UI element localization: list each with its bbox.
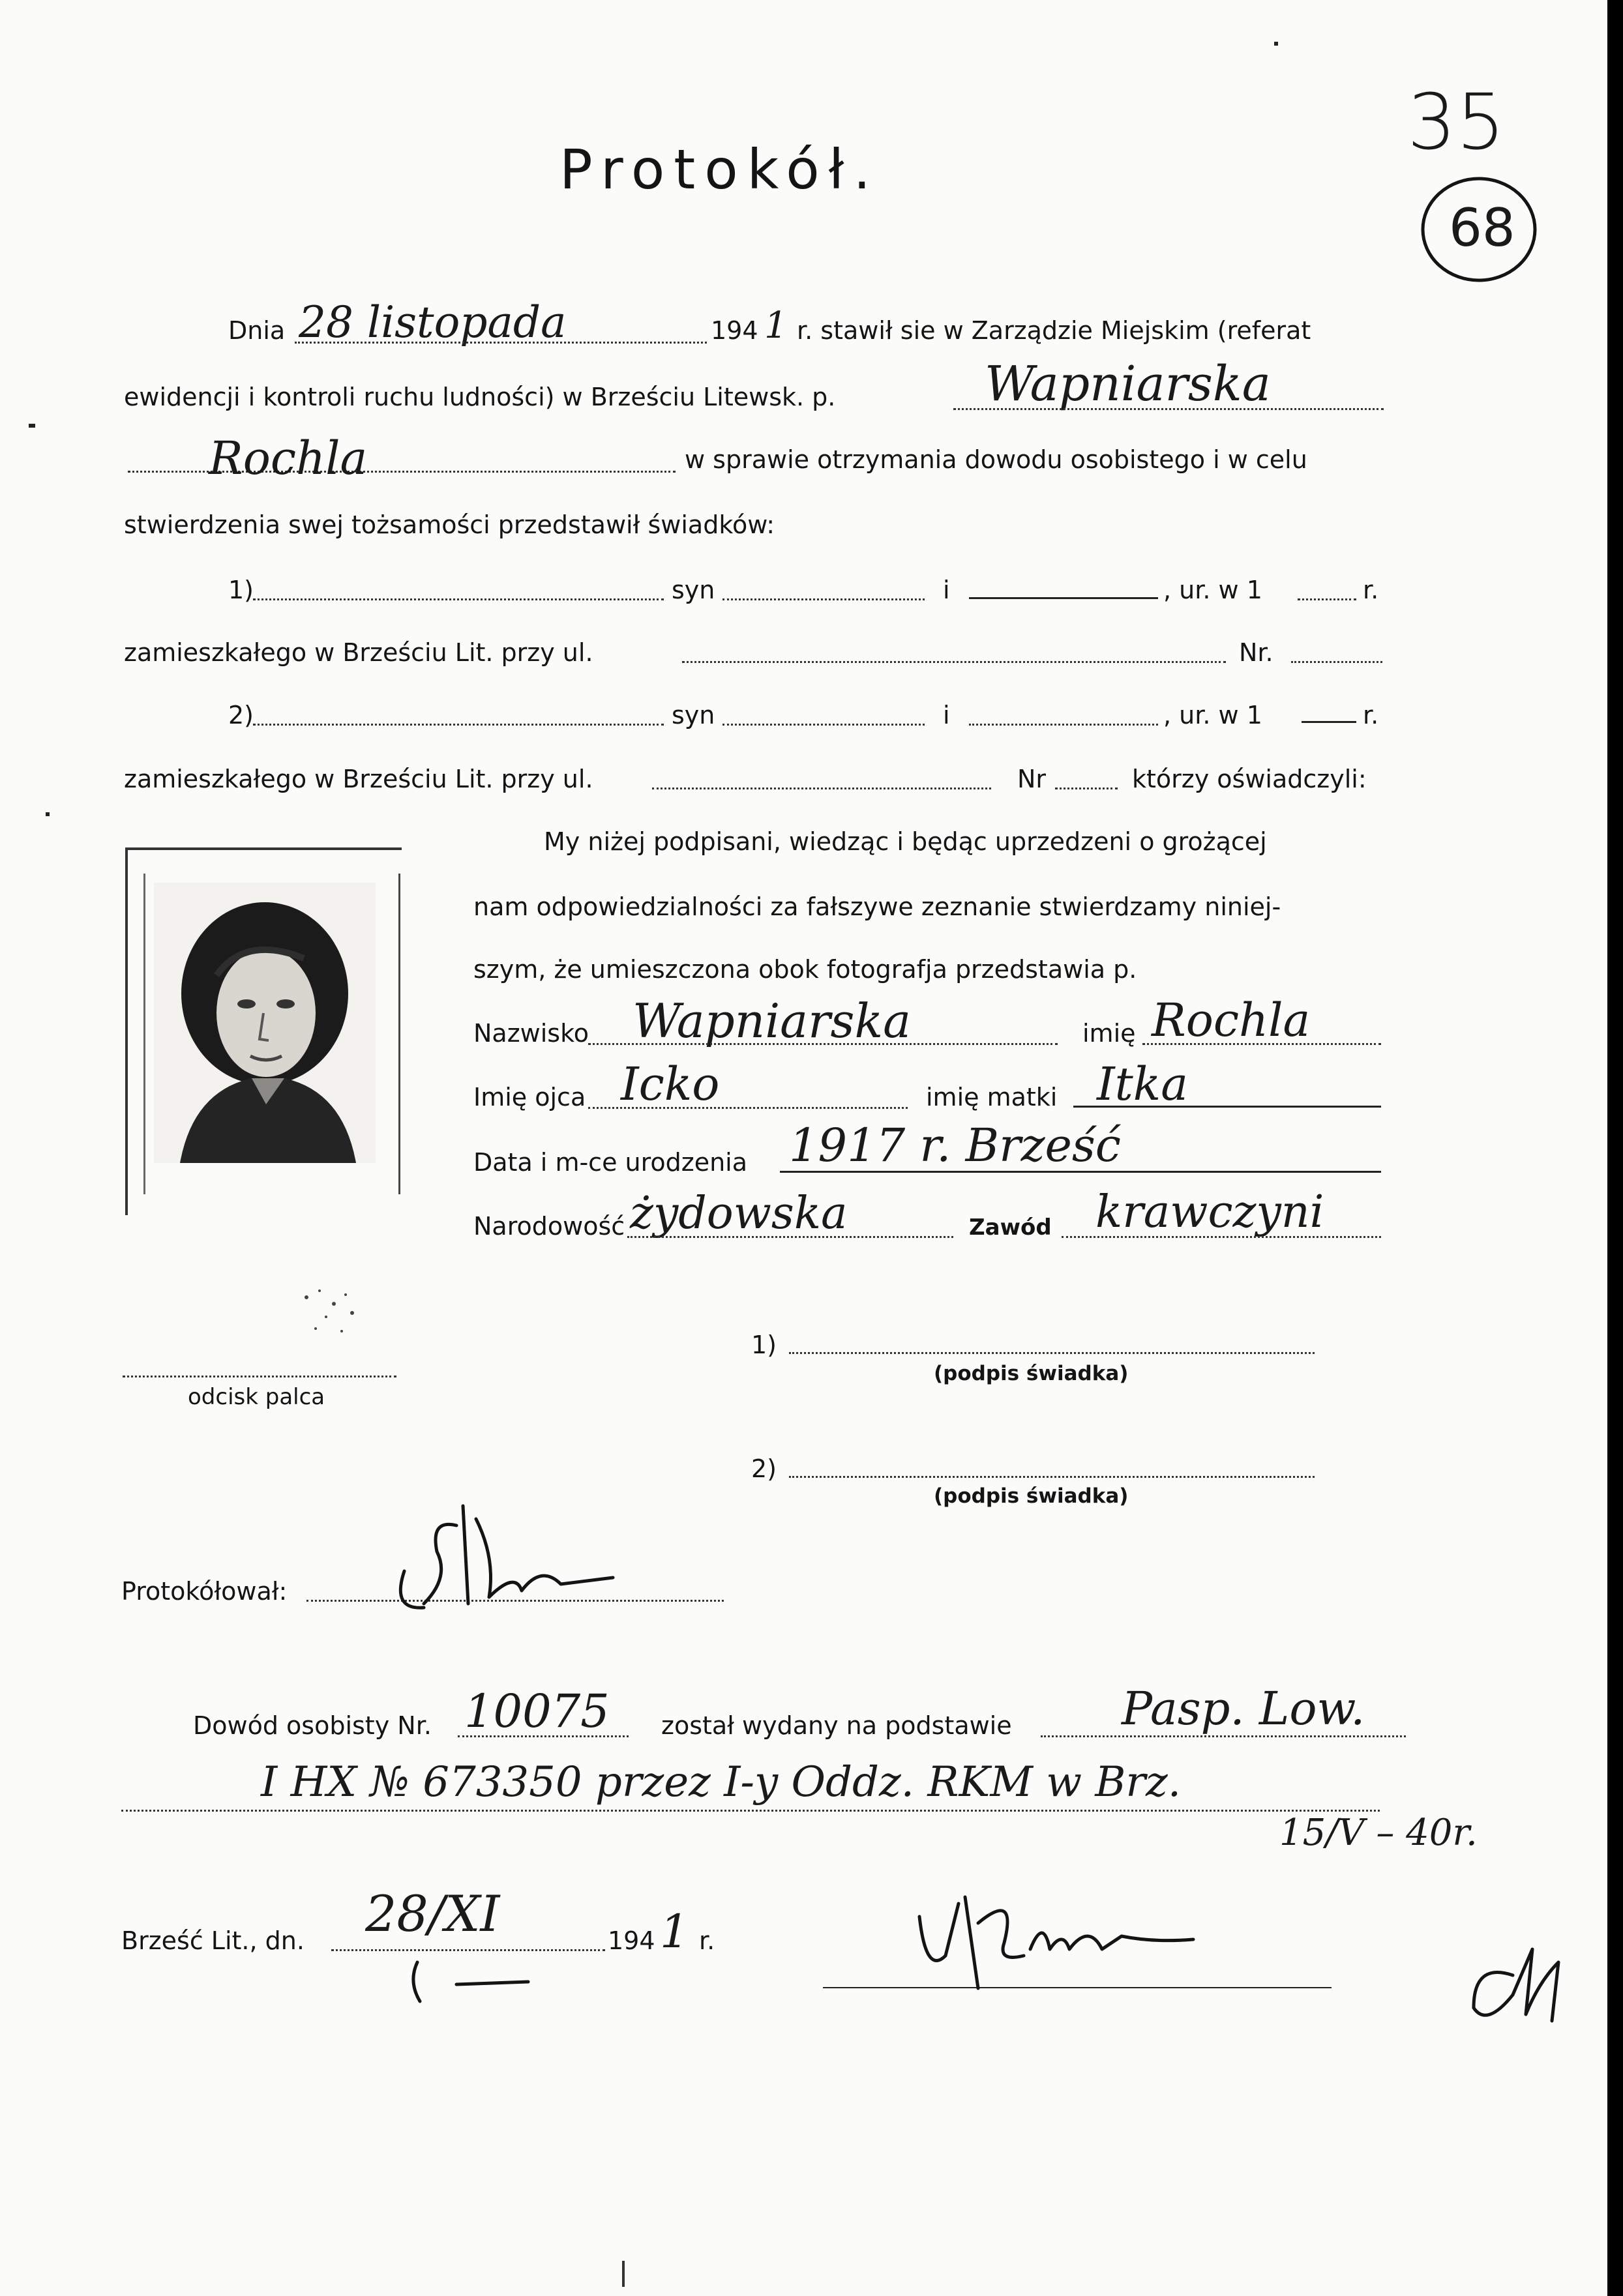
year-digit: 1	[764, 304, 788, 347]
intro-line2: ewidencji i kontroli ruchu ludności) w Brześciu Litewsk. p.	[124, 383, 836, 411]
narodowosc-line	[627, 1236, 953, 1238]
witness-2-nr-line	[1055, 787, 1118, 789]
closing-date-line	[331, 1949, 605, 1951]
witness-1-nr: Nr.	[1239, 638, 1273, 667]
witness-1-syn: syn	[672, 576, 715, 604]
dowod-basis-2: I HX № 673350 przez I-y Oddz. RKM w Brz.	[261, 1758, 1182, 1806]
dowod-basis-3: 15/V – 40r.	[1279, 1812, 1478, 1854]
witness-2-tail: którzy oświadczyli:	[1132, 765, 1367, 793]
date-line	[295, 342, 707, 344]
date-value: 28 listopada	[299, 297, 567, 347]
zawod-value: krawczyni	[1095, 1186, 1324, 1238]
witness-1-i: i	[943, 576, 950, 604]
dowod-number-line	[458, 1735, 629, 1737]
folio-circled-number: 68	[1449, 198, 1515, 258]
zawod-line	[1062, 1236, 1381, 1238]
urodzenie-value: 1917 r. Brześć	[789, 1119, 1122, 1172]
narodowosc-value: żydowska	[630, 1188, 848, 1239]
protokolowal-label: Protokółował:	[121, 1577, 288, 1606]
witness-2-i: i	[943, 701, 950, 729]
photo-caption: odcisk palca	[188, 1384, 325, 1410]
urodzenie-line	[780, 1171, 1381, 1173]
imie-ojca-label: Imię ojca	[473, 1083, 586, 1111]
firstname-value: Rochla	[209, 432, 368, 485]
closing-place-label: Brześć Lit., dn.	[121, 1926, 305, 1955]
witness-1-r: r.	[1363, 576, 1379, 604]
protokolowal-signature	[365, 1480, 626, 1623]
declaration-line-2: nam odpowiedzialności za fałszywe zeznanie stwierdzamy niniej-	[473, 892, 1281, 921]
scan-speck	[46, 812, 50, 816]
year-prefix: 194	[711, 316, 758, 345]
intro-line1-rest: r. stawił sie w Zarządzie Miejskim (referat	[797, 316, 1311, 345]
witness-1-address-label: zamieszkałego w Brześciu Lit. przy ul.	[124, 638, 593, 667]
nazwisko-line	[588, 1043, 1058, 1045]
intro-line4: stwierdzenia swej tożsamości przedstawił świadków:	[124, 510, 775, 539]
zawod-label: Zawód	[969, 1214, 1052, 1241]
signature-1-caption: (podpis świadka)	[934, 1362, 1129, 1385]
imie-value: Rochla	[1152, 993, 1311, 1047]
portrait-photo	[154, 883, 376, 1163]
signature-2-num: 2)	[751, 1454, 777, 1483]
witness-1-street-line	[682, 661, 1226, 663]
signature-2-caption: (podpis świadka)	[934, 1484, 1129, 1508]
urodzenie-label: Data i m-ce urodzenia	[473, 1148, 748, 1177]
closing-date: 28/XI	[365, 1885, 500, 1943]
witness-1-mother-line	[969, 597, 1158, 599]
margin-initial	[1461, 1936, 1578, 2034]
witness-2-year-line	[1302, 721, 1356, 723]
imie-matki-line	[1073, 1106, 1381, 1108]
dowod-middle: został wydany na podstawie	[661, 1711, 1012, 1740]
imie-ojca-value: Icko	[621, 1057, 720, 1111]
imie-ojca-line	[588, 1107, 908, 1109]
nazwisko-label: Nazwisko	[473, 1019, 589, 1048]
imie-line	[1142, 1043, 1381, 1045]
signature-1-line	[789, 1352, 1315, 1354]
folio-number: 35	[1407, 77, 1506, 167]
witness-1-ur: , ur. w 1	[1163, 576, 1262, 604]
intro-line3-rest: w sprawie otrzymania dowodu osobistego i w celu	[685, 445, 1307, 474]
witness-2-num: 2)	[228, 701, 254, 729]
closing-year-digit: 1	[660, 1905, 689, 1958]
declaration-line-1: My niżej podpisani, wiedząc i będąc uprzedzeni o grożącej	[544, 827, 1267, 856]
document-title: Protokół.	[559, 138, 880, 201]
witness-2-address-label: zamieszkałego w Brześciu Lit. przy ul.	[124, 765, 593, 793]
witness-2-r: r.	[1363, 701, 1379, 729]
witness-2-name-line	[253, 724, 664, 726]
witness-2-mother-line	[969, 724, 1158, 726]
dowod-prefix: Dowód osobisty Nr.	[193, 1711, 432, 1740]
nazwisko-value: Wapniarska	[633, 993, 912, 1048]
witness-2-street-line	[652, 787, 991, 789]
fingerprint-mark	[287, 1271, 385, 1349]
witness-2-father-line	[722, 724, 925, 726]
imie-matki-value: Itka	[1097, 1057, 1188, 1111]
closing-year-prefix: 194	[608, 1926, 655, 1955]
dowod-basis-1: Pasp. Low.	[1122, 1682, 1365, 1735]
fingerprint-line	[123, 1376, 396, 1377]
dowod-number: 10075	[464, 1685, 610, 1738]
official-signature	[906, 1877, 1206, 1995]
witness-2-nr: Nr	[1017, 765, 1047, 793]
witness-1-nr-line	[1291, 661, 1382, 663]
closing-r: r.	[699, 1926, 715, 1955]
witness-1-year-line	[1298, 598, 1356, 600]
imie-matki-label: imię matki	[926, 1083, 1058, 1111]
scan-speck	[29, 424, 35, 428]
witness-2-ur: , ur. w 1	[1163, 701, 1262, 729]
surname-value: Wapniarska	[985, 356, 1271, 412]
surname-line	[953, 408, 1384, 410]
dowod-basis-2-line	[121, 1810, 1380, 1812]
signature-2-line	[789, 1476, 1315, 1478]
date-label: Dnia	[228, 316, 286, 345]
imie-label: imię	[1082, 1019, 1136, 1048]
witness-1-name-line	[253, 598, 664, 600]
declaration-line-3: szym, że umieszczona obok fotografja przedstawia p.	[473, 955, 1137, 984]
witness-1-father-line	[722, 598, 925, 600]
dowod-basis-1-line	[1041, 1735, 1406, 1737]
witness-1-num: 1)	[228, 576, 254, 604]
closing-date-marks	[404, 1956, 548, 2008]
scan-speck	[622, 2261, 625, 2287]
signature-1-num: 1)	[751, 1331, 777, 1359]
narodowosc-label: Narodowość	[473, 1212, 625, 1241]
witness-2-syn: syn	[672, 701, 715, 729]
scan-speck	[1274, 42, 1278, 46]
